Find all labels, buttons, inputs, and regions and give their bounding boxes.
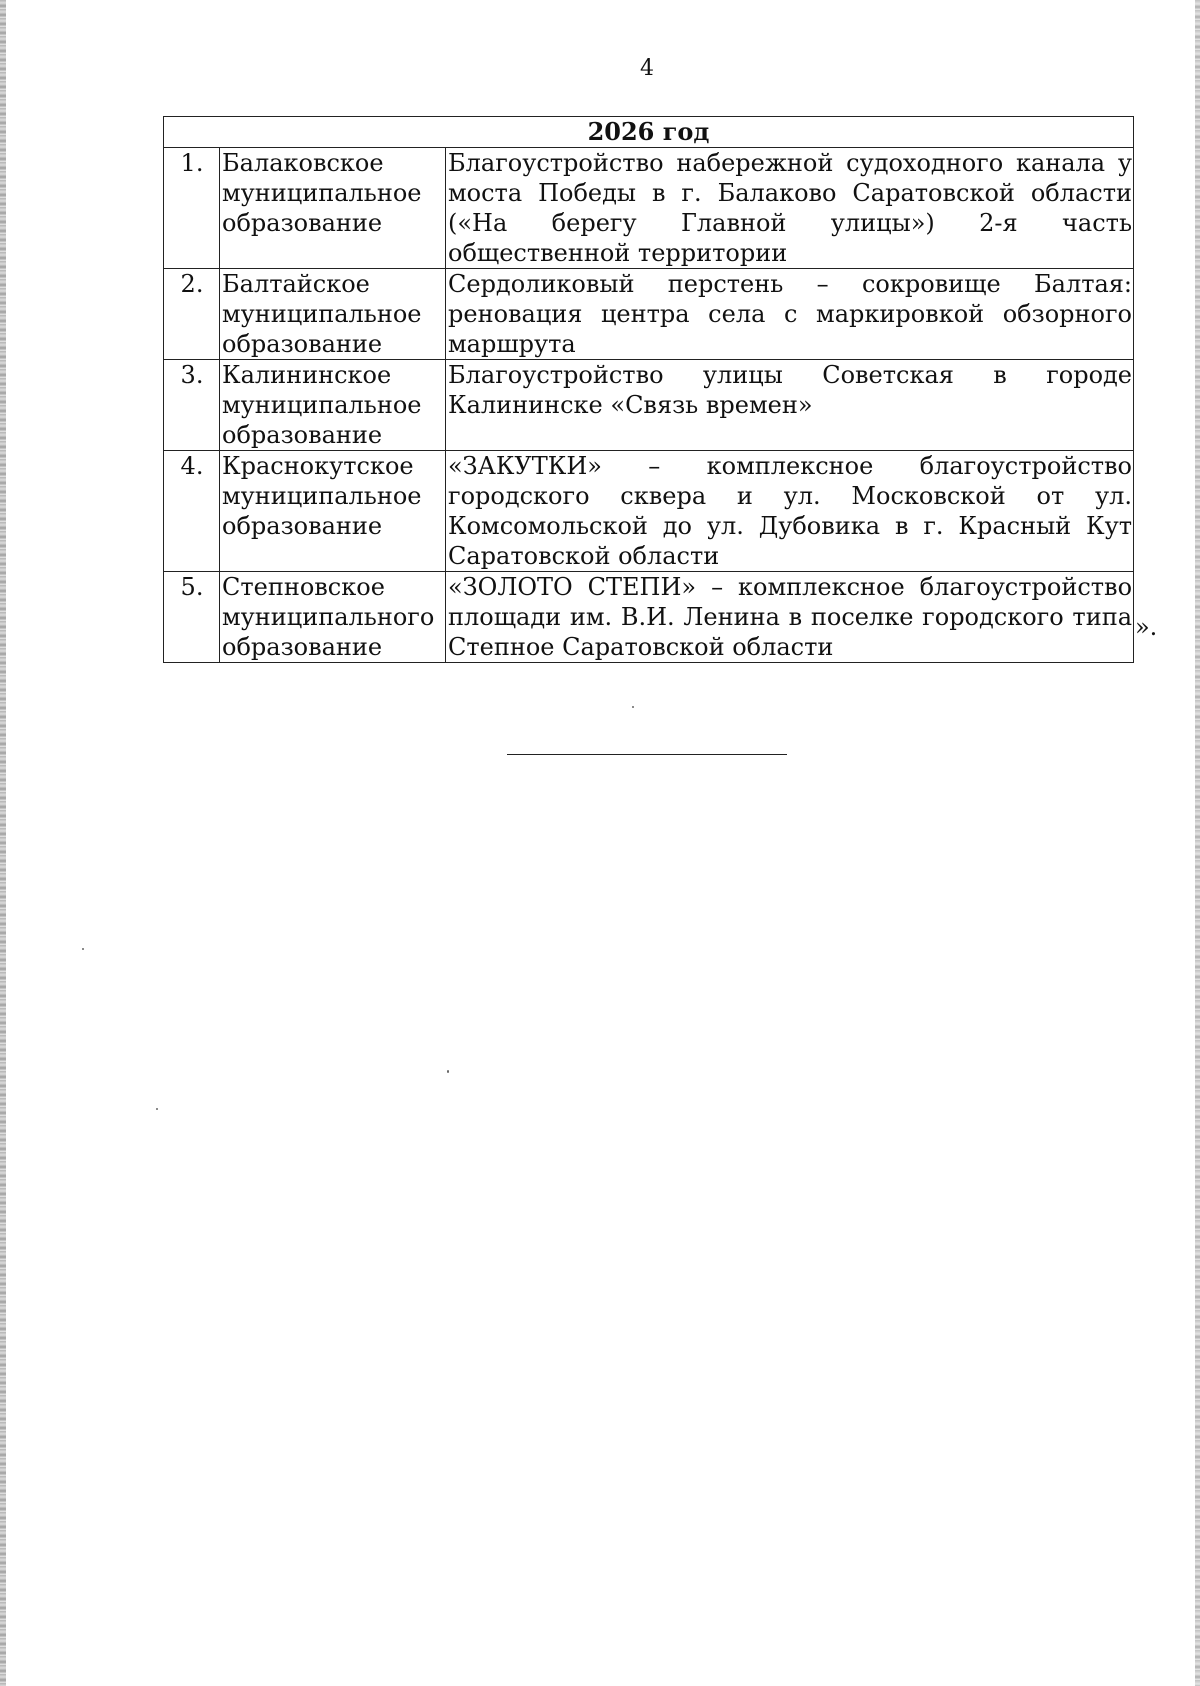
table-row [164,451,1134,572]
table-row [164,572,1134,663]
municipality-cell: Калининское муниципальное образование [220,360,446,451]
scan-edge-left [0,0,6,1686]
row-number: 4. [164,451,220,572]
project-cell: «ЗАКУТКИ» – комплексное благоустройство городского сквера и ул. Московской от ул. Комсомольской до ул. Дубовика в г. Красный Кут Саратовской области [446,451,1134,572]
row-number: 5. [164,572,220,663]
scan-speck [82,948,84,950]
table-row [164,148,1134,269]
scan-speck [632,706,634,708]
project-cell: Благоустройство набережной судоходного канала у моста Победы в г. Балаково Саратовской области («На берегу Главной улицы») 2-я часть общественной территории [446,148,1134,269]
row-number: 1. [164,148,220,269]
end-of-document-rule [507,754,787,755]
municipality-cell: Степновское муниципального образование [220,572,446,663]
project-cell: Сердоликовый перстень – сокровище Балтая: реновация центра села с маркировкой обзорного маршрута [446,269,1134,360]
year-header: 2026 год [164,117,1134,148]
year-header-row [164,117,1134,148]
municipality-cell: Балтайское муниципальное образование [220,269,446,360]
project-cell: «ЗОЛОТО СТЕПИ» – комплексное благоустройство площади им. В.И. Ленина в поселке городского типа Степное Саратовской области [446,572,1134,663]
scan-speck [447,1070,449,1073]
row-number: 2. [164,269,220,360]
scan-speck [156,1108,158,1110]
scan-edge-right [1195,0,1200,1686]
projects-table [163,116,1134,663]
municipality-cell: Краснокутское муниципальное образование [220,451,446,572]
page-number: 4 [640,56,654,81]
municipality-cell: Балаковское муниципальное образование [220,148,446,269]
row-number: 3. [164,360,220,451]
table-row [164,360,1134,451]
table-row [164,269,1134,360]
project-cell: Благоустройство улицы Советская в городе Калининске «Связь времен» [446,360,1134,451]
closing-quote: ». [1135,613,1158,641]
